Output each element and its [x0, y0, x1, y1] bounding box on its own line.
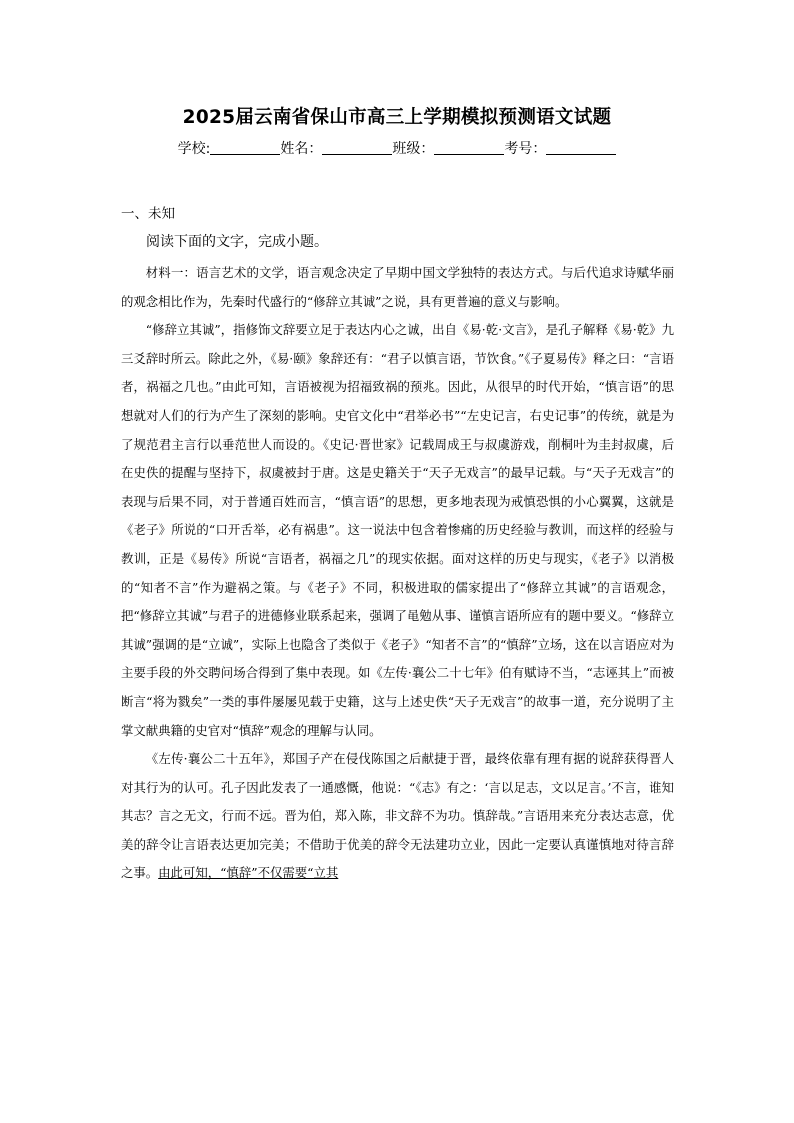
reading-instruction: 阅读下面的文字，完成小题。 [146, 234, 328, 250]
paragraph-zuozhuan [121, 745, 674, 888]
exam-no-label: 考号： [504, 141, 547, 157]
name-label: 姓名： [280, 141, 323, 157]
exam-no-field[interactable] [546, 140, 616, 155]
class-label: 班级： [392, 141, 435, 157]
class-field[interactable] [434, 140, 504, 155]
paragraph-material-one: 材料一：语言艺术的文学，语言观念决定了早期中国文学独特的表达方式。与后代追求诗赋华丽的观念相比作为，先秦时代盛行的“修辞立其诚”之说，具有更普遍的意义与影响。 [121, 265, 674, 309]
underlined-sentence: 由此可知，“慎辞”不仅需要“立其 [158, 865, 339, 881]
section-heading: 一、未知 [121, 206, 175, 222]
paragraph-zuozhuan-text: 《左传·襄公二十五年》，郑国子产在侵伐陈国之后献捷于晋，最终依靠有理有据的说辞获得晋人对其行为的认可。孔子因此发表了一通感慨，他说：“《志》有之：‘言以足志，文以足言。’不言，谁知其志？言之无文，行而不远。晋为伯，郑入陈，非文辞不为功。慎辞哉。”言语用来充分表达志意，优美的辞令让言语表达更加完美；不借助于优美的辞令无法建功立业，因此一定要认真谨慎地对待言辞之事。 [121, 751, 674, 881]
school-field[interactable] [210, 140, 280, 155]
page-title: 2025届云南省保山市高三上学期模拟预测语文试题 [182, 107, 612, 128]
name-field[interactable] [322, 140, 392, 155]
student-info-line [0, 138, 794, 158]
paragraph-xiuci: “修辞立其诚”，指修饰文辞要立足于表达内心之诚，出自《易·乾·文言》，是孔子解释《易·乾》九三爻辞时所云。除此之外，《易·颐》象辞还有：“君子以慎言语，节饮食。”《子夏易传》释之曰：“言语者，祸福之几也。”由此可知，言语被视为招福致祸的预兆。因此，从很早的时代开始，“慎言语”的思想就对人们的行为产生了深刻的影响。史官文化中“君举必书”“左史记言，右史记事”的传统，就是为了规范君主言行以垂范世人而设的。《史记·晋世家》记载周成王与叔虞游戏，削桐叶为圭封叔虞，后在史佚的提醒与坚持下，叔虞被封于唐。这是史籍关于“天子无戏言”的最早记载。与“天子无戏言”的表现与后果不同，对于普通百姓而言，“慎言语”的思想，更多地表现为戒慎恐惧的小心翼翼，这就是《老子》所说的“口开舌举，必有祸患”。这一说法中包含着惨痛的历史经验与教训，而这样的经验与教训，正是《易传》所说“言语者，祸福之几”的现实依据。面对这样的历史与现实，《老子》以消极的“知者不言”作为避祸之策。与《老子》不同，积极进取的儒家提出了“修辞立其诚”的言语观念，把“修辞立其诚”与君子的进德修业联系起来，强调了黾勉从事、谨慎言语所应有的题中要义。“修辞立其诚”强调的是“立诚”，实际上也隐含了类似于《老子》“知者不言”的“慎辞”立场，这在以言语应对为主要手段的外交聘问场合得到了集中表现。如《左传·襄公二十七年》伯有赋诗不当，“志诬其上”而被断言“将为戮矣”一类的事件屡屡见载于史籍，这与上述史佚“天子无戏言”的故事一道，充分说明了主掌文献典籍的史官对“慎辞”观念的理解与认同。 [121, 322, 674, 738]
school-label: 学校: [177, 141, 211, 157]
passage [121, 259, 674, 888]
